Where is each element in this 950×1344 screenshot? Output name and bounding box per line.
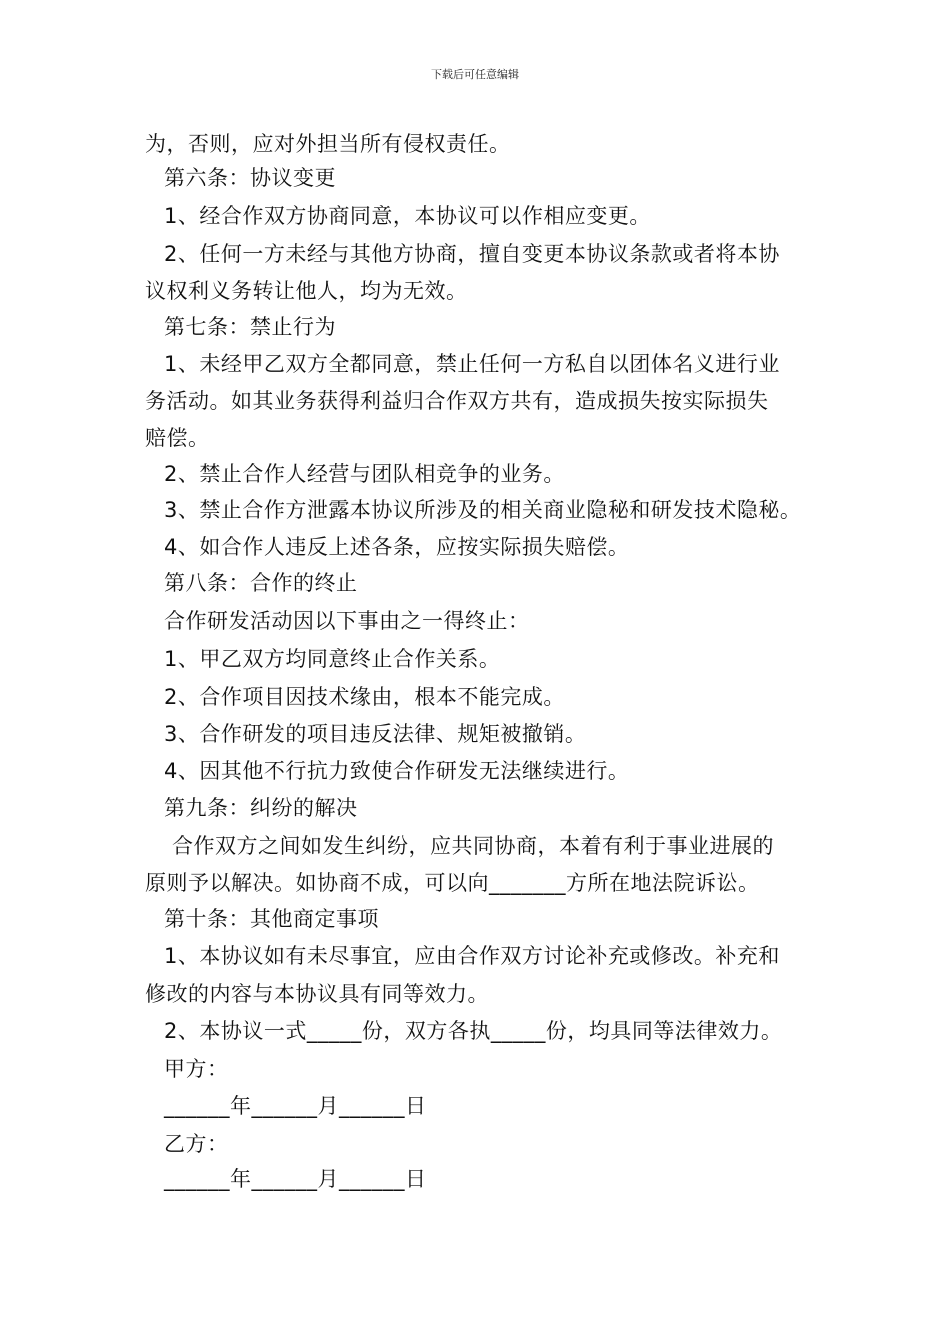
text-line: 第九条：纠纷的解决 xyxy=(164,796,358,820)
text-line: 第十条：其他商定事项 xyxy=(164,907,379,931)
text-line: 修改的内容与本协议具有同等效力。 xyxy=(145,982,489,1006)
text-line: 议权利义务转让他人，均为无效。 xyxy=(145,279,468,303)
text-line: 3、合作研发的项目违反法律、规矩被撤销。 xyxy=(164,722,587,746)
text-line: 1、甲乙双方均同意终止合作关系。 xyxy=(164,647,501,671)
text-line: 合作研发活动因以下事由之一得终止： xyxy=(164,609,530,633)
text-line: ______年______月______日 xyxy=(164,1094,427,1118)
text-line: 原则予以解决。如协商不成，可以向_______方所在地法院诉讼。 xyxy=(145,871,760,895)
text-line: 3、禁止合作方泄露本协议所涉及的相关商业隐秘和研发技术隐秘。 xyxy=(164,498,802,522)
text-line: 第七条：禁止行为 xyxy=(164,315,336,339)
text-line: 2、合作项目因技术缘由，根本不能完成。 xyxy=(164,685,565,709)
text-line: 合作双方之间如发生纠纷，应共同协商，本着有利于事业进展的 xyxy=(172,834,774,858)
text-line: 务活动。如其业务获得利益归合作双方共有，造成损失按实际损失 xyxy=(145,389,769,413)
text-line: 4、因其他不行抗力致使合作研发无法继续进行。 xyxy=(164,759,630,783)
text-line: 2、本协议一式_____份，双方各执_____份，均具同等法律效力。 xyxy=(164,1019,783,1043)
text-line: 1、经合作双方协商同意，本协议可以作相应变更。 xyxy=(164,204,651,228)
text-line: 1、未经甲乙双方全都同意，禁止任何一方私自以团体名义进行业 xyxy=(164,352,780,376)
text-line: 第八条：合作的终止 xyxy=(164,571,358,595)
text-line: 4、如合作人违反上述各条，应按实际损失赔偿。 xyxy=(164,535,630,559)
text-line: 赔偿。 xyxy=(145,426,210,450)
text-line: 1、本协议如有未尽事宜，应由合作双方讨论补充或修改。补充和 xyxy=(164,944,780,968)
text-line: 第六条：协议变更 xyxy=(164,166,336,190)
text-line: ______年______月______日 xyxy=(164,1167,427,1191)
text-line: 为，否则，应对外担当所有侵权责任。 xyxy=(145,132,511,156)
text-line: 乙方： xyxy=(164,1132,229,1156)
text-line: 甲方： xyxy=(164,1057,229,1081)
text-line: 2、任何一方未经与其他方协商，擅自变更本协议条款或者将本协 xyxy=(164,242,780,266)
page-header: 下载后可任意编辑 xyxy=(431,68,519,81)
text-line: 2、禁止合作人经营与团队相竞争的业务。 xyxy=(164,462,565,486)
